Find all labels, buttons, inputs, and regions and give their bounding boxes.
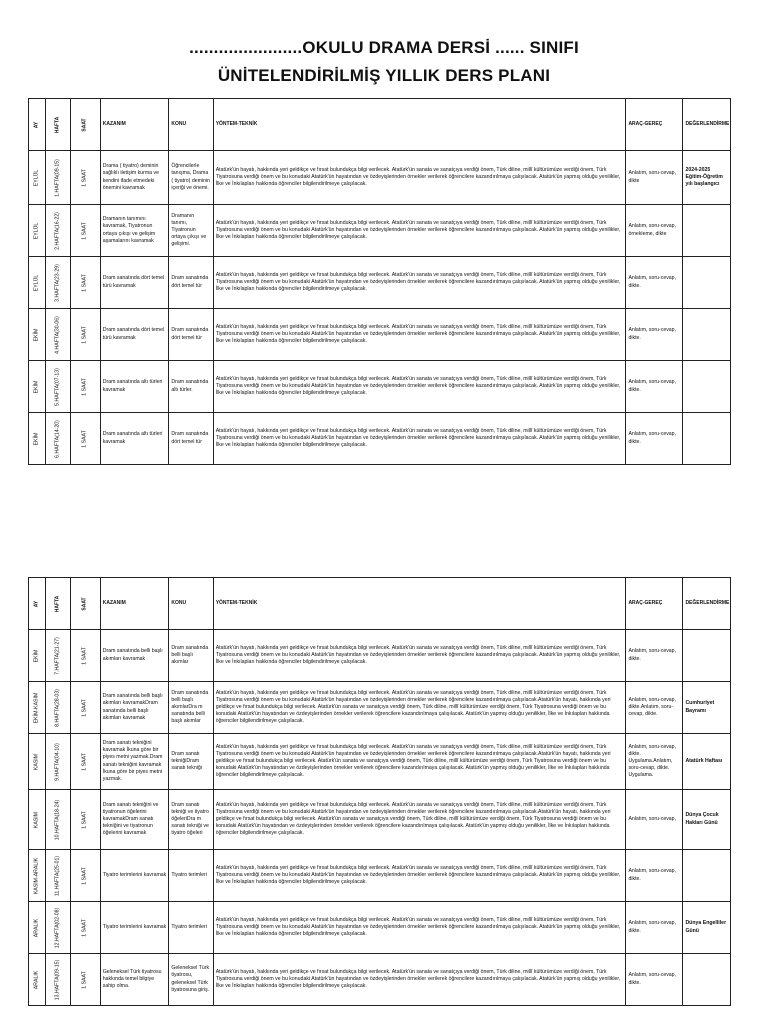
cell-ay: EYLÜL [29,257,46,309]
cell-yontem: Atatürk'ün hayatı, hakkında yeri geldikçe ve fırsat bulundukça bilgi verilecek. Atatürk'ün sanata ve sanatçıya verdiği önem, Türk diline, millî kültürümüze verdiği önem, Türk Tiyatrosuna verdiği önem ve bu konudaki Atatürk'ün hayatından ve özdeyişlerinden örnekler verilerek öğrencilere kazandırılmaya çalışılacak.Atatürk'ün hayatı, hakkında yeri geldikçe ve fırsat bulundukça bilgi verilecek. Atatürk'ün sanata ve sanatçıya verdiği önem, Türk diline, millî kültürümüze verdiği önem, Türk Tiyatrosuna verdiği önem ve bu konudaki Atatürk'ün hayatından ve özdeyişlerinden örnekler verilerek öğrencilere kazandırılmaya çalışılacak. Atatürk'ün yapmış olduğu yenilikler, İlke ve İnkılapları hakkında öğrenciler bilgilendirilmeye çalışılacak. [213,682,626,734]
cell-saat: 1 SAAT [71,682,101,734]
table-row [29,954,731,1006]
cell-kazanim: Dram sanatında dört temel türü kavramak [100,257,169,309]
cell-saat: 1 SAAT [71,257,101,309]
plan-table-page-2 [28,577,731,1006]
cell-arac: Anlatım, soru-cevap, dikte. [626,850,683,902]
cell-arac: Anlatım, soru-cevap, dikte. [626,361,683,413]
cell-deger [683,954,731,1006]
cell-ay: KASIM-ARALIK [29,850,46,902]
cell-saat: 1 SAAT [71,790,101,850]
cell-kazanim: Tiyatro terimlerini kavramak [100,902,169,954]
cell-arac: Anlatım, soru-cevap, dikte. [626,257,683,309]
cell-saat: 1 SAAT [71,413,101,465]
document-subtitle: ÜNİTELENDİRİLMİŞ YILLIK DERS PLANI [217,66,551,85]
cell-yontem: Atatürk'ün hayatı, hakkında yeri geldikçe ve fırsat bulundukça bilgi verilecek. Atatürk'ün sanata ve sanatçıya verdiği önem, Türk diline, millî kültürümüze verdiği önem, Türk Tiyatrosuna verdiği önem ve bu konudaki Atatürk'ün hayatından ve özdeyişlerinden örnekler verilerek öğrencilere kazandırılmaya çalışılacak. Atatürk'ün yapmış olduğu yenilikler, İlke ve İnkılapları hakkında öğrenciler bilgilendirilmeye çalışılacak. [213,902,626,954]
cell-konu: Dram sanatında dört temel tür [169,309,213,361]
cell-konu: Dram sanatında belli başlı akımlar [169,630,213,682]
cell-hafta: 9.HAFTA(04-10) [45,734,70,790]
cell-ay: EYLÜL [29,205,46,257]
cell-konu: Dram sanatı tekniği ve tiyatro öğeleriDra m sanatı tekniği ve tiyatro öğeleri [169,790,213,850]
cell-deger: Dünya Engelliler Günü [683,902,731,954]
cell-hafta: 10.HAFTA(18-24) [45,790,70,850]
cell-konu: Tiyatro terimleri [169,902,213,954]
header-arac: ARAÇ-GEREÇ [626,578,683,630]
header-row [29,578,731,630]
cell-arac: Anlatım, soru-cevap, dikte. [626,902,683,954]
header-ay: AY [29,578,46,630]
cell-deger: 2024-2025 Eğitim-Öğretim yılı başlangıcı [683,151,731,205]
cell-deger: Atatürk Haftası [683,734,731,790]
cell-deger [683,850,731,902]
cell-konu: Dram sanatında dört temel tür [169,413,213,465]
cell-deger [683,309,731,361]
cell-saat: 1 SAAT [71,151,101,205]
header-arac: ARAÇ-GEREÇ [626,99,683,151]
cell-deger [683,257,731,309]
cell-hafta: 13.HAFTA(09-15) [45,954,70,1006]
cell-deger [683,413,731,465]
cell-saat: 1 SAAT [71,902,101,954]
header-kazanim: KAZANIM [100,578,169,630]
cell-kazanim: Drama ( tiyatro) deminin sağlıklı iletişim kurma ve kendini ifade etmedeki önemini kavramak [100,151,169,205]
header-deger: DEĞERLENDİRME [683,578,731,630]
cell-deger: Cumhuriyet Bayramı [683,682,731,734]
table-row [29,902,731,954]
table-row [29,413,731,465]
cell-deger [683,630,731,682]
cell-yontem: Atatürk'ün hayatı, hakkında yeri geldikçe ve fırsat bulundukça bilgi verilecek. Atatürk'ün sanata ve sanatçıya verdiği önem, Türk diline, millî kültürümüze verdiği önem, Türk Tiyatrosuna verdiği önem ve bu konudaki Atatürk'ün hayatından ve özdeyişlerinden örnekler verilerek öğrencilere kazandırılmaya çalışılacak. Atatürk'ün yapmış olduğu yenilikler, İlke ve İnkılapları hakkında öğrenciler bilgilendirilmeye çalışılacak. [213,361,626,413]
header-konu: KONU [169,99,213,151]
header-yontem: YÖNTEM-TEKNİK [213,99,626,151]
cell-saat: 1 SAAT [71,734,101,790]
table-row [29,850,731,902]
header-saat: SAAT [71,99,101,151]
header-ay: AY [29,99,46,151]
cell-ay: ARALIK [29,902,46,954]
cell-arac: Anlatım, soru-cevap, [626,790,683,850]
cell-deger [683,205,731,257]
cell-kazanim: Dram sanatında belli başlı akımları kavramakDram sanatında belli başlı akımları kavramak [100,682,169,734]
cell-kazanim: Dram sanatı tekniğini kavramak İkuna göre bir piyes metni yazmak.Dram sanatı tekniğini kavramak İkuna göre bir piyes metni yazmak. [100,734,169,790]
table-row [29,309,731,361]
cell-yontem: Atatürk'ün hayatı, hakkında yeri geldikçe ve fırsat bulundukça bilgi verilecek. Atatürk'ün sanata ve sanatçıya verdiği önem, Türk diline, millî kültürümüze verdiği önem, Türk Tiyatrosuna verdiği önem ve bu konudaki Atatürk'ün hayatından ve özdeyişlerinden örnekler verilerek öğrencilere kazandırılmaya çalışılacak.Atatürk'ün hayatı, hakkında yeri geldikçe ve fırsat bulundukça bilgi verilecek. Atatürk'ün sanata ve sanatçıya verdiği önem, Türk diline, millî kültürümüze verdiği önem, Türk Tiyatrosuna verdiği önem ve bu konudaki Atatürk'ün hayatından ve özdeyişlerinden örnekler verilerek öğrencilere kazandırılmaya çalışılacak. Atatürk'ün yapmış olduğu yenilikler, İlke ve İnkılapları hakkında öğrenciler bilgilendirilmeye çalışılacak. [213,734,626,790]
cell-kazanim: Dram sanatında dört temel türü kavramak [100,309,169,361]
cell-saat: 1 SAAT [71,361,101,413]
header-hafta: HAFTA [45,578,70,630]
cell-konu: Dram sanatında belli başlı akımlarDra m sanatında belli başlı akımlar [169,682,213,734]
cell-hafta: 5.HAFTA(07-13) [45,361,70,413]
cell-hafta: 8.HAFTA(28-03) [45,682,70,734]
cell-kazanim: Dramanın tanımını kavramak, Tiyatronun ortaya çıkışı ve gelişim aşamalarını kavramak [100,205,169,257]
cell-kazanim: Dram sanatında belli başlı akımları kavramak [100,630,169,682]
cell-arac: Anlatım, soru-cevap, dikte. [626,413,683,465]
cell-deger: Dünya Çocuk Hakları Günü [683,790,731,850]
cell-hafta: 4.HAFTA(30-06) [45,309,70,361]
table-row [29,361,731,413]
cell-hafta: 1.HAFTA(09-15) [45,151,70,205]
table-row [29,630,731,682]
cell-yontem: Atatürk'ün hayatı, hakkında yeri geldikçe ve fırsat bulundukça bilgi verilecek. Atatürk'ün sanata ve sanatçıya verdiği önem, Türk diline, millî kültürümüze verdiği önem, Türk Tiyatrosuna verdiği önem ve bu konudaki Atatürk'ün hayatından ve özdeyişlerinden örnekler verilerek öğrencilere kazandırılmaya çalışılacak.Atatürk'ün hayatı, hakkında yeri geldikçe ve fırsat bulundukça bilgi verilecek. Atatürk'ün sanata ve sanatçıya verdiği önem, Türk diline, millî kültürümüze verdiği önem, Türk Tiyatrosuna verdiği önem ve bu konudaki Atatürk'ün hayatından ve özdeyişlerinden örnekler verilerek öğrencilere kazandırılmaya çalışılacak. Atatürk'ün yapmış olduğu yenilikler, İlke ve İnkılapları hakkında öğrenciler bilgilendirilmeye çalışılacak. [213,790,626,850]
cell-konu: Öğrencilerle tanışma, Drama ( tiyatro) deminin içeriği ve önemi. [169,151,213,205]
cell-saat: 1 SAAT [71,205,101,257]
cell-ay: KASIM [29,790,46,850]
cell-arac: Anlatım, soru-cevap, dikte. [626,954,683,1006]
cell-hafta: 6.HAFTA(14-20) [45,413,70,465]
cell-deger [683,361,731,413]
cell-kazanim: Geleneksel Türk tiyatrosu hakkında temel bilgiye sahip olma. [100,954,169,1006]
table-row [29,205,731,257]
cell-saat: 1 SAAT [71,850,101,902]
table-row [29,682,731,734]
cell-konu: Dram sanatında dört temel tür [169,257,213,309]
cell-kazanim: Dram sanatı tekniğini ve tiyatronun öğelerini kavramakDram sanatı tekniğini ve tiyatronun öğelerini kavramak [100,790,169,850]
header-kazanim: KAZANIM [100,99,169,151]
cell-arac: Anlatım, soru-cevap, örnekleme, dikte [626,205,683,257]
cell-arac: Anlatım, soru-cevap, dikte.Anlatım, soru-cevap, dikte. [626,682,683,734]
cell-konu: Dram sanatı tekniğiDram sanatı tekniği [169,734,213,790]
cell-hafta: 7.HAFTA(21-27) [45,630,70,682]
header-deger: DEĞERLENDİRME [683,99,731,151]
cell-ay: EKİM-KASIM [29,682,46,734]
cell-arac: Anlatım, soru-cevap, dikte. Uygulama.Anlatım, soru-cevap, dikte. Uygulama. [626,734,683,790]
cell-yontem: Atatürk'ün hayatı, hakkında yeri geldikçe ve fırsat bulundukça bilgi verilecek. Atatürk'ün sanata ve sanatçıya verdiği önem, Türk diline, millî kültürümüze verdiği önem, Türk Tiyatrosuna verdiği önem ve bu konudaki Atatürk'ün hayatından ve özdeyişlerinden örnekler verilerek öğrencilere kazandırılmaya çalışılacak. Atatürk'ün yapmış olduğu yenilikler, İlke ve İnkılapları hakkında öğrenciler bilgilendirilmeye çalışılacak. [213,850,626,902]
table-row [29,151,731,205]
cell-arac: Anlatım, soru-cevap, dikte. [626,630,683,682]
cell-ay: EKİM [29,630,46,682]
cell-ay: ARALIK [29,954,46,1006]
cell-konu: Dram sanatında altı türler. [169,361,213,413]
cell-ay: EKİM [29,413,46,465]
cell-yontem: Atatürk'ün hayatı, hakkında yeri geldikçe ve fırsat bulundukça bilgi verilecek. Atatürk'ün sanata ve sanatçıya verdiği önem, Türk diline, millî kültürümüze verdiği önem, Türk Tiyatrosuna verdiği önem ve bu konudaki Atatürk'ün hayatından ve özdeyişlerinden örnekler verilerek öğrencilere kazandırılmaya çalışılacak. Atatürk'ün yapmış olduğu yenilikler, İlke ve İnkılapları hakkında öğrenciler bilgilendirilmeye çalışılacak. [213,413,626,465]
cell-saat: 1 SAAT [71,954,101,1006]
cell-hafta: 2.HAFTA(16-22) [45,205,70,257]
table-row [29,790,731,850]
cell-hafta: 11.HAFTA(25-01) [45,850,70,902]
cell-ay: EKİM [29,361,46,413]
header-konu: KONU [169,578,213,630]
cell-yontem: Atatürk'ün hayatı, hakkında yeri geldikçe ve fırsat bulundukça bilgi verilecek. Atatürk'ün sanata ve sanatçıya verdiği önem, Türk diline, millî kültürümüze verdiği önem, Türk Tiyatrosuna verdiği önem ve bu konudaki Atatürk'ün hayatından ve özdeyişlerinden örnekler verilerek öğrencilere kazandırılmaya çalışılacak. Atatürk'ün yapmış olduğu yenilikler, İlke ve İnkılapları hakkında öğrenciler bilgilendirilmeye çalışılacak. [213,954,626,1006]
plan-table-page-1 [28,98,731,465]
cell-saat: 1 SAAT [71,630,101,682]
cell-kazanim: Dram sanatında altı türleri kavramak [100,361,169,413]
cell-hafta: 3.HAFTA(23-29) [45,257,70,309]
cell-kazanim: Tiyatro terimlerini kavramak [100,850,169,902]
header-row [29,99,731,151]
cell-ay: EYLÜL [29,151,46,205]
table-row [29,257,731,309]
cell-hafta: 12.HAFTA(02-08) [45,902,70,954]
cell-yontem: Atatürk'ün hayatı, hakkında yeri geldikçe ve fırsat bulundukça bilgi verilecek. Atatürk'ün sanata ve sanatçıya verdiği önem, Türk diline, millî kültürümüze verdiği önem, Türk Tiyatrosuna verdiği önem ve bu konudaki Atatürk'ün hayatından ve özdeyişlerinden örnekler verilerek öğrencilere kazandırılmaya çalışılacak. Atatürk'ün yapmış olduğu yenilikler, İlke ve İnkılapları hakkında öğrenciler bilgilendirilmeye çalışılacak. [213,205,626,257]
cell-arac: Anlatım, soru-cevap, dikte. [626,309,683,361]
cell-arac: Anlatım, soru-cevap, dikte [626,151,683,205]
cell-saat: 1 SAAT [71,309,101,361]
cell-yontem: Atatürk'ün hayatı, hakkında yeri geldikçe ve fırsat bulundukça bilgi verilecek. Atatürk'ün sanata ve sanatçıya verdiği önem, Türk diline, millî kültürümüze verdiği önem, Türk Tiyatrosuna verdiği önem ve bu konudaki Atatürk'ün hayatından ve özdeyişlerinden örnekler verilerek öğrencilere kazandırılmaya çalışılacak. Atatürk'ün yapmış olduğu yenilikler, İlke ve İnkılapları hakkında öğrenciler bilgilendirilmeye çalışılacak. [213,630,626,682]
cell-konu: Tiyatro terimleri [169,850,213,902]
cell-yontem: Atatürk'ün hayatı, hakkında yeri geldikçe ve fırsat bulundukça bilgi verilecek. Atatürk'ün sanata ve sanatçıya verdiği önem, Türk diline, millî kültürümüze verdiği önem, Türk Tiyatrosuna verdiği önem ve bu konudaki Atatürk'ün hayatından ve özdeyişlerinden örnekler verilerek öğrencilere kazandırılmaya çalışılacak. Atatürk'ün yapmış olduğu yenilikler, İlke ve İnkılapları hakkında öğrenciler bilgilendirilmeye çalışılacak. [213,151,626,205]
cell-ay: KASIM [29,734,46,790]
header-hafta: HAFTA [45,99,70,151]
document-title: .......................OKULU DRAMA DERSİ ...... SINIFI [189,38,579,57]
table-row [29,734,731,790]
cell-konu: Dramanın tanımı, Tiyatronun ortaya çıkışı ve gelişimi. [169,205,213,257]
cell-yontem: Atatürk'ün hayatı, hakkında yeri geldikçe ve fırsat bulundukça bilgi verilecek. Atatürk'ün sanata ve sanatçıya verdiği önem, Türk diline, millî kültürümüze verdiği önem, Türk Tiyatrosuna verdiği önem ve bu konudaki Atatürk'ün hayatından ve özdeyişlerinden örnekler verilerek öğrencilere kazandırılmaya çalışılacak. Atatürk'ün yapmış olduğu yenilikler, İlke ve İnkılapları hakkında öğrenciler bilgilendirilmeye çalışılacak. [213,257,626,309]
cell-ay: EKİM [29,309,46,361]
header-saat: SAAT [71,578,101,630]
cell-kazanim: Dram sanatında altı türleri kavramak [100,413,169,465]
cell-konu: Geleneksel Türk tiyatrosu, geleneksel Türk tiyatrosuna giriş. [169,954,213,1006]
header-yontem: YÖNTEM-TEKNİK [213,578,626,630]
cell-yontem: Atatürk'ün hayatı, hakkında yeri geldikçe ve fırsat bulundukça bilgi verilecek. Atatürk'ün sanata ve sanatçıya verdiği önem, Türk diline, millî kültürümüze verdiği önem, Türk Tiyatrosuna verdiği önem ve bu konudaki Atatürk'ün hayatından ve özdeyişlerinden örnekler verilerek öğrencilere kazandırılmaya çalışılacak. Atatürk'ün yapmış olduğu yenilikler, İlke ve İnkılapları hakkında öğrenciler bilgilendirilmeye çalışılacak. [213,309,626,361]
